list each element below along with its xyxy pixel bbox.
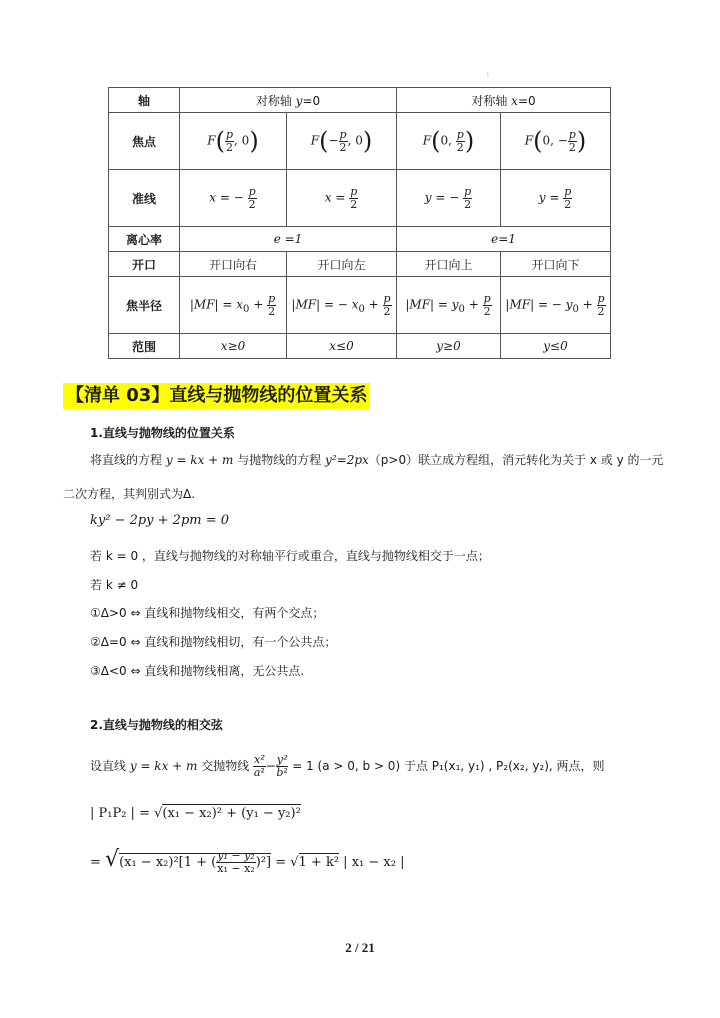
cell: y = $\frac{p}{2}$ — [501, 170, 611, 227]
table-row-focal-radius — [109, 277, 611, 334]
text: = 1 (a > 0, b > 0) 于点 P₁(x₁, y₁) , P₂(x₂, y₂), 两点，则 — [288, 759, 605, 773]
row-header: 准线 — [109, 170, 180, 227]
part1-heading: 1.直线与抛物线的位置关系 — [90, 426, 235, 440]
part2-intro: 设直线 y = kx + m 交抛物线 $\frac{\text{x²}}{\text{a²}}$ − $\frac{\text{y²}}{\text{b²}}$ = 1 (a > 0, b > 0) 于点 P₁(x₁, y₁) , P₂(x₂, y₂), 两点，则 — [90, 753, 605, 779]
cell: $|MF| = y_0$ + $\frac{p}{2}$ — [397, 277, 501, 334]
part2-heading: 2.直线与抛物线的相交弦 — [90, 718, 223, 732]
cell: e =1 — [180, 227, 397, 252]
part1-paragraph-line2: 二次方程，其判别式为Δ. — [63, 487, 196, 501]
cell: 对称轴 y=0 — [180, 88, 397, 113]
sqrt-content — [119, 849, 272, 875]
row-header: 轴 — [109, 88, 180, 113]
cell: 开口向右 — [180, 252, 287, 277]
table-row-axis — [109, 88, 611, 113]
table-row-directrix — [109, 170, 611, 227]
table-row-focus — [109, 113, 611, 170]
sqrt-content: (x₁ − x₂)² + (y₁ − y₂)² — [162, 806, 301, 821]
parabola-properties-table — [108, 87, 611, 359]
row-header: 焦点 — [109, 113, 180, 170]
text: 交抛物线 — [197, 759, 254, 773]
table-row-eccentricity — [109, 227, 611, 252]
text: 与抛物线的方程 — [233, 453, 326, 467]
equation: y = kx + m — [165, 453, 234, 467]
page-mark: 1 — [486, 72, 490, 79]
part1-paragraph-line1 — [90, 451, 664, 468]
row-header: 范围 — [109, 334, 180, 359]
chord-formula-2: = √(x₁ − x₂)²[1 + ( $\frac{\text{y₁ − y₂}}{\text{x₁ − x₂}}$ )²] = √1 + k² | x₁ − x₂ | — [90, 847, 405, 875]
row-header: 开口 — [109, 252, 180, 277]
cell: x≥0 — [180, 334, 287, 359]
case-item: ②Δ=0 ⇔ 直线和抛物线相切，有一个公共点； — [90, 635, 337, 649]
cell: F(0, $\frac{p}{2}$ ) — [397, 113, 501, 170]
equation: y = kx + m — [129, 759, 198, 773]
text: | x₁ − x₂ | — [339, 855, 405, 870]
numerator: y₁ − y₂ — [217, 849, 255, 863]
quadratic-equation: ky² − 2py + 2pm = 0 — [90, 513, 230, 528]
row-header: 离心率 — [109, 227, 180, 252]
cell: 对称轴 x=0 — [397, 88, 611, 113]
sqrt-content: 1 + k² — [298, 855, 340, 870]
cell: |MF| = − $x_0$ + $\frac{p}{2}$ — [287, 277, 397, 334]
text: (x₁ − x₂)²[1 + ( — [119, 855, 217, 870]
cell: $|MF| = x_0$ + $\frac{p}{2}$ — [180, 277, 287, 334]
cell: x = $\frac{p}{2}$ — [287, 170, 397, 227]
cell: 开口向左 — [287, 252, 397, 277]
cell: y≥0 — [397, 334, 501, 359]
table-row-opening — [109, 252, 611, 277]
denominator: x₁ − x₂ — [217, 862, 255, 875]
table-row-range — [109, 334, 611, 359]
text: | P₁P₂ | = — [90, 806, 155, 821]
page-number: 2 / 21 — [345, 940, 375, 955]
text: 将直线的方程 — [90, 453, 166, 467]
chord-formula-1: | P₁P₂ | = √(x₁ − x₂)² + (y₁ − y₂)² — [90, 806, 301, 821]
case-item: ③Δ<0 ⇔ 直线和抛物线相离，无公共点. — [90, 664, 305, 678]
cell: 开口向下 — [501, 252, 611, 277]
cell: x = − $\frac{p}{2}$ — [180, 170, 287, 227]
text: （p>0）联立成方程组，消元转化为关于 x 或 y 的一元 — [368, 453, 664, 467]
text: )²] — [255, 855, 272, 870]
case-k-zero: 若 k = 0 ，直线与抛物线的对称轴平行或重合，直线与抛物线相交于一点； — [90, 549, 490, 563]
case-item: ①Δ>0 ⇔ 直线和抛物线相交，有两个交点； — [90, 606, 325, 620]
slope-fraction — [216, 850, 255, 874]
cell: y = − $\frac{p}{2}$ — [397, 170, 501, 227]
cell: F( $\frac{p}{2}$ , 0) — [180, 113, 287, 170]
row-header: 焦半径 — [109, 277, 180, 334]
cell: F(0, − $\frac{p}{2}$ ) — [501, 113, 611, 170]
fraction-x2-a2: $\frac{\text{x²}}{\text{a²}}$ — [253, 753, 265, 779]
cell: e=1 — [397, 227, 611, 252]
cell: 开口向上 — [397, 252, 501, 277]
cell: x≤0 — [287, 334, 397, 359]
section-title: 【清单 03】直线与抛物线的位置关系 — [63, 383, 370, 409]
case-k-nonzero: 若 k ≠ 0 — [90, 578, 139, 592]
cell: F(− $\frac{p}{2}$ , 0) — [287, 113, 397, 170]
cell: |MF| = − $y_0$ + $\frac{p}{2}$ — [501, 277, 611, 334]
text: 设直线 — [90, 759, 130, 773]
fraction-y2-b2: $\frac{\text{y²}}{\text{b²}}$ — [276, 753, 288, 779]
cell: y≤0 — [501, 334, 611, 359]
equation: y²=2px — [325, 453, 369, 467]
